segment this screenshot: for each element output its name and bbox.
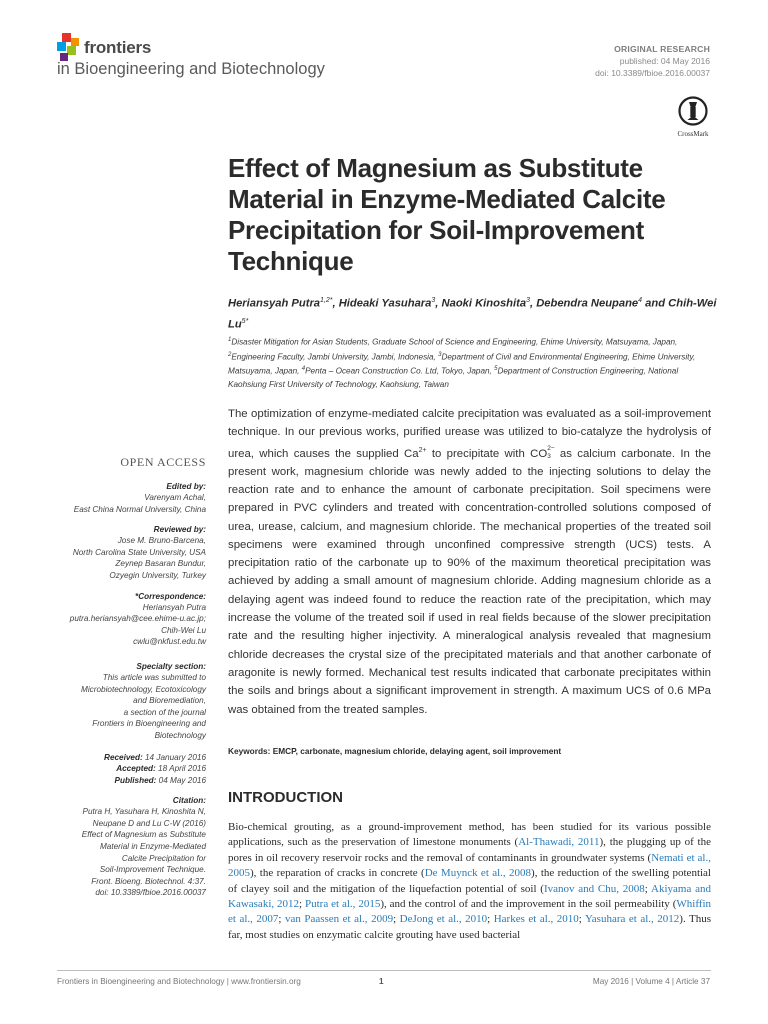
sidebar-line: doi: 10.3389/fbioe.2016.00037 [95,888,206,898]
date-line [56,775,206,787]
date-value: 04 May 2016 [158,775,206,785]
correspondence-label: *Correspondence: [135,591,206,601]
author-name[interactable]: Naoki Kinoshita [441,297,527,310]
sidebar-line: Neupane D and Lu C-W (2016) [92,818,206,828]
sidebar-line: Material in Enzyme-Mediated [99,842,206,852]
date-label: Published: [114,775,159,785]
sidebar-line: Microbiotechnology, Ecotoxicology [81,684,206,694]
sidebar-line: Varenyam Achal, [144,493,206,502]
date-label: Received: [104,752,145,762]
affiliation-marker: 2 [228,351,232,358]
abstract-part-1: The optimization of enzyme-mediated calcite precipitation was evaluated as a soil-improvement technique. In our previous works, purified urease was utilized to bio-catalyze the hydrolysis of urea, which causes the supplied Ca [228,408,711,460]
body-text: ), the reparation of cracks in concrete ( [250,867,425,880]
sidebar [56,455,206,899]
specialty-section-label: Specialty section: [136,661,206,671]
citation-link[interactable]: Akiyama and Kawasaki, 2012 [228,882,712,911]
crossmark-label: CrossMark [677,130,709,138]
author-name[interactable]: Debendra Neupane [536,297,639,310]
body-text: ; [393,913,400,926]
calcium-charge: 2+ [418,446,427,454]
carbonate-subscript: 3 [547,453,551,461]
body-text: ), the reduction of the swelling potential of clayey soil and the mitigation of the liquefaction potential of soil ( [228,867,711,895]
author-name[interactable]: Heriansyah Putra [228,297,321,310]
date-value: 18 April 2016 [158,764,206,774]
body-text: ; [278,913,285,926]
crossmark-badge[interactable] [676,96,710,138]
article-dates [56,752,206,787]
journal-name: in Bioengineering and Biotechnology [57,60,325,78]
sidebar-line: Frontiers in Bioengineering and [92,719,206,729]
citation-link[interactable]: Al-Thawadi, 2011 [518,836,600,849]
sidebar-line: cwlu@nkfust.edu.tw [133,637,206,647]
citation-label: Citation: [172,796,206,806]
author-list: Heriansyah Putra$^{1,2*}$, Hideaki Yasuhara$^3$, Naoki Kinoshita$^3$, Debendra Neupane$^4$ and Chih-Wei $Lu^{5*}$ [228,297,717,331]
keywords: Keywords: EMCP, carbonate, magnesium chloride, delaying agent, soil improvement [228,746,562,756]
page-number: 1 [379,977,384,986]
sidebar-line: Zeynep Basaran Bundur, [115,559,206,569]
citation-link[interactable]: Whiffin et al., 2007 [228,898,711,926]
sidebar-line: Ozyegin University, Turkey [109,570,206,580]
reviewed-by-label: Reviewed by: [153,525,206,535]
article-title: Effect of Magnesium as Substitute Material in Enzyme-Mediated Calcite Precipitation for Soil-Improvement Technique [228,153,666,276]
frontiers-logo-icon [57,33,83,63]
introduction-text [228,820,711,943]
author-affiliation-marker: 3 [431,297,436,304]
sidebar-line: Heriansyah Putra [142,602,206,612]
footer-divider [57,970,711,971]
body-text: ; [644,882,652,895]
date-label: Accepted: [116,764,159,774]
published-date: published: 04 May 2016 [619,56,710,66]
affiliation-text: Penta – Ocean Construction Co. Ltd, Tokyo, Japan, [305,367,495,377]
brand-name: frontiers [84,38,152,57]
reviewed-by-text [56,535,206,581]
sidebar-line: This article was submitted to [102,672,206,682]
affiliations [228,334,718,391]
footer-journal-link[interactable]: Frontiers in Bioengineering and Biotechnology | www.frontiersin.org [57,977,301,986]
citation-link[interactable]: van Paassen et al., 2009 [284,913,394,926]
citation-link[interactable]: DeJong et al., 2010 [399,913,488,926]
citation-link[interactable]: Nemati et al., 2005 [228,851,711,880]
crossmark-icon [678,96,708,126]
sidebar-line: and Bioremediation, [133,696,206,706]
citation-text [56,806,206,899]
sidebar-line: Jose M. Bruno-Barcena, [117,536,206,546]
author-affiliation-marker: 1,2* [320,297,333,304]
abstract-part-2: to precipitate with CO [426,447,548,460]
sidebar-line: Front. Bioeng. Biotechnol. 4:37. [91,876,206,886]
sidebar-line: Soil-Improvement Technique. [99,865,206,875]
body-text: ). Thus far, most studies on enzymatic calcite grouting have used bacterial [228,913,712,941]
sidebar-line: Chih-Wei Lu [161,625,206,635]
sidebar-line: Calcite Precipitation for [121,853,206,863]
body-text: ), the plugging up of the pores in oil recovery reservoir rocks and the removal of contaminants in groundwater systems ( [228,836,711,864]
sidebar-line: Biotechnology [154,730,206,740]
edited-by-text [56,492,206,515]
footer-issue-info: May 2016 | Volume 4 | Article 37 [592,977,710,986]
abstract [228,405,711,719]
author-affiliation-marker: 5* [241,317,249,325]
citation-link[interactable]: Harkes et al., 2010 [493,913,579,926]
affiliation-marker: 5 [494,366,498,373]
affiliation-text: Disaster Mitigation for Asian Students, Graduate School of Science and Engineering, Ehime University, Matsuyama, Japan, [231,337,678,347]
specialty-section-text [56,672,206,742]
date-line [56,752,206,764]
sidebar-line: putra.heriansyah@cee.ehime-u.ac.jp; [69,614,206,624]
body-text: ), and the control of and the improvement in the soil permeability ( [380,898,677,911]
affiliation-marker: 1 [228,337,232,343]
body-text: ; [487,913,494,926]
body-text: Bio-chemical grouting, as a ground-improvement method, has been studied for its various possible applications, such as the preservation of limestone monuments ( [228,821,711,849]
citation-link[interactable]: Putra et al., 2015 [305,898,381,911]
sidebar-line: Effect of Magnesium as Substitute [81,830,206,840]
affiliation-text: Engineering Faculty, Jambi University, Jambi, Indonesia, [231,352,439,362]
author-affiliation-marker: 4 [638,297,643,304]
author-affiliation-marker: 3 [526,297,530,304]
affiliation-marker: 4 [301,366,306,373]
doi[interactable]: doi: 10.3389/fbioe.2016.00037 [595,68,710,78]
affiliation-text: Department of Civil and Environmental Engineering, Ehime University, Matsuyama, Japan, [228,352,696,377]
carbonate-charge: 2− [547,445,555,453]
abstract-part-3: as calcium carbonate. In the present work, magnesium chloride was newly added to the injecting solutions to delay the reaction rate and to enhance the amount of carbonate precipitation. Soil specimens were prepared in PVC cylinders and treated with concentration-controlled solutions composed of urea, urease, calcium, and magnesium chloride. The mechanical properties of the treated soil specimens were examined through unconfined compressive strength (UCS) tests. A precipitation ratio of the carbonate up to 90% of the maximum theoretical precipitation was achieved by adding a small amount of magnesium chloride. Adding magnesium chloride as a delaying agent was indeed found to reduce the reaction rate of the precipitation, which may increase the volume of the treated soil if used in real fields because of the slower precipitation rate and the resulting higher injectivity. A mineralogical analysis revealed that magnesium chloride decreases the crystal size of the precipitated materials and that another carbonate of aragonite is newly formed. Mechanical test results indicated that carbonate precipitates within the soils and brings about a significant improvement in strength. A maximum UCS of 0.6 MPa was obtained from the treated samples. [228,447,711,716]
author-name[interactable]: Chih-Wei Lu [228,297,717,331]
sidebar-line: Putra H, Yasuhara H, Kinoshita N, [82,807,206,817]
edited-by-label: Edited by: [166,482,206,491]
date-value: 14 January 2016 [145,752,206,762]
body-text: ; [578,913,585,926]
sidebar-line: a section of the journal [123,707,206,717]
affiliation-text: Department of Construction Engineering, National Kaohsiung First University of Technology, Kaohsiung, Taiwan [228,367,679,390]
date-line [56,763,206,775]
open-access-label: OPEN ACCESS [120,455,206,469]
body-text: ; [299,898,305,911]
citation-link[interactable]: De Muynck et al., 2008 [424,867,532,880]
sidebar-line: East China Normal University, China [73,504,206,514]
affiliation-marker: 3 [438,351,442,358]
correspondence-text[interactable] [56,602,206,648]
citation-link[interactable]: Yasuhara et al., 2012 [584,913,680,926]
article-type: ORIGINAL RESEARCH [614,44,710,54]
citation-link[interactable]: Ivanov and Chu, 2008 [543,882,645,895]
sidebar-line: North Carolina State University, USA [72,547,206,557]
author-name[interactable]: Hideaki Yasuhara [338,297,432,310]
introduction-heading: INTRODUCTION [228,789,343,806]
